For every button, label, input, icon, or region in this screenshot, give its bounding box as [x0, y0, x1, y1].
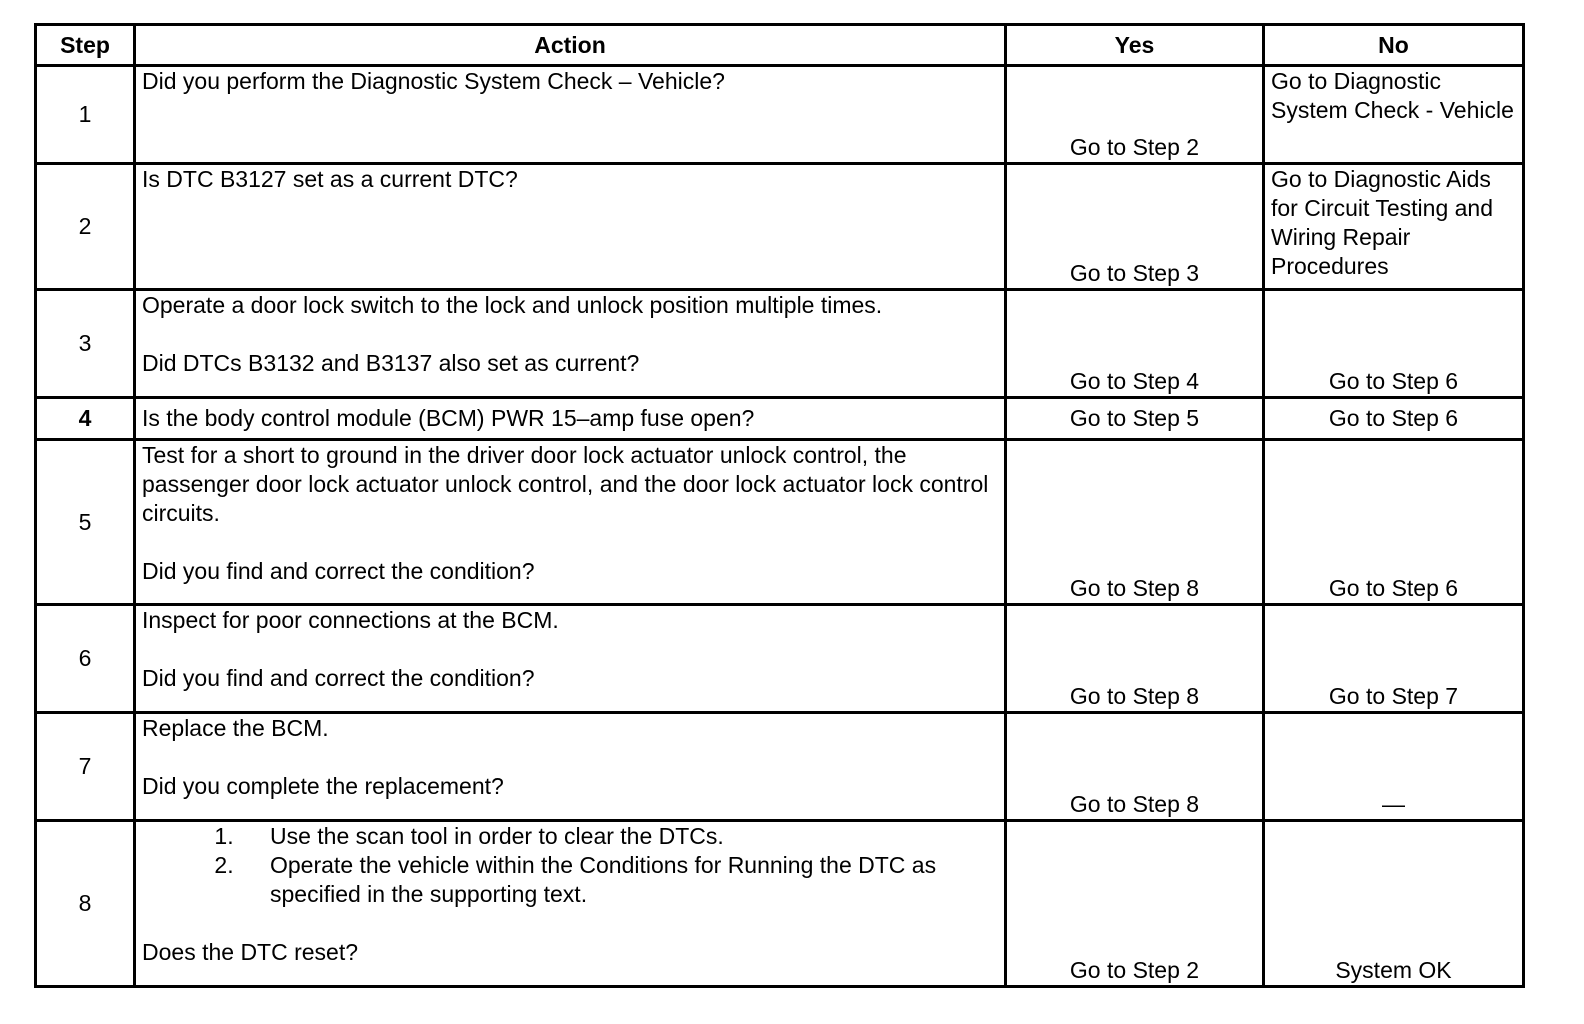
- no-result: —: [1264, 713, 1524, 821]
- header-no: No: [1264, 25, 1524, 66]
- action-question: Did you find and correct the condition?: [142, 665, 535, 691]
- no-result: Go to Diagnostic Aids for Circuit Testing and Wiring Repair Procedures: [1264, 164, 1524, 290]
- yes-result: Go to Step 2: [1006, 66, 1264, 164]
- action-text: Test for a short to ground in the driver door lock actuator unlock control, the passenger door lock actuator unlock control, and the door lock actuator lock control circuits.: [142, 442, 989, 526]
- step-number: 7: [36, 713, 135, 821]
- spacer: [142, 909, 998, 938]
- yes-result: Go to Step 2: [1006, 821, 1264, 987]
- no-result: System OK: [1264, 821, 1524, 987]
- no-result: Go to Step 6: [1264, 398, 1524, 440]
- table-row: [36, 440, 1524, 605]
- spacer: [142, 320, 998, 349]
- action-text: Is DTC B3127 set as a current DTC?: [135, 164, 1006, 290]
- spacer: [142, 528, 998, 557]
- no-result: Go to Step 7: [1264, 605, 1524, 713]
- substep-item: 1. Use the scan tool in order to clear the DTCs.: [240, 822, 998, 851]
- action-text: Replace the BCM.: [142, 715, 329, 741]
- yes-result: Go to Step 3: [1006, 164, 1264, 290]
- yes-result: Go to Step 5: [1006, 398, 1264, 440]
- action-cell: [135, 605, 1006, 713]
- substep-list: [142, 822, 998, 909]
- action-text: Did you perform the Diagnostic System Check – Vehicle?: [135, 66, 1006, 164]
- step-number: 2: [36, 164, 135, 290]
- table-row: [36, 66, 1524, 164]
- step-number: 1: [36, 66, 135, 164]
- action-text: Is the body control module (BCM) PWR 15–amp fuse open?: [135, 398, 1006, 440]
- header-yes: Yes: [1006, 25, 1264, 66]
- action-question: Did you complete the replacement?: [142, 773, 504, 799]
- step-number: 3: [36, 290, 135, 398]
- table-row: [36, 398, 1524, 440]
- action-cell: [135, 821, 1006, 987]
- step-number: 8: [36, 821, 135, 987]
- no-result: Go to Diagnostic System Check - Vehicle: [1264, 66, 1524, 164]
- header-row: [36, 25, 1524, 66]
- spacer: [142, 635, 998, 664]
- table-row: [36, 713, 1524, 821]
- table-row: [36, 605, 1524, 713]
- header-step: Step: [36, 25, 135, 66]
- action-cell: [135, 290, 1006, 398]
- step-number: 6: [36, 605, 135, 713]
- yes-result: Go to Step 8: [1006, 713, 1264, 821]
- no-result: Go to Step 6: [1264, 290, 1524, 398]
- spacer: [142, 743, 998, 772]
- table-row: [36, 164, 1524, 290]
- action-cell: [135, 440, 1006, 605]
- no-result: Go to Step 6: [1264, 440, 1524, 605]
- action-cell: [135, 713, 1006, 821]
- yes-result: Go to Step 8: [1006, 605, 1264, 713]
- substep-item: 2. Operate the vehicle within the Conditions for Running the DTC as specified in the supporting text.: [240, 851, 998, 909]
- yes-result: Go to Step 4: [1006, 290, 1264, 398]
- yes-result: Go to Step 8: [1006, 440, 1264, 605]
- action-text: Operate a door lock switch to the lock and unlock position multiple times.: [142, 292, 883, 318]
- step-number: 4: [36, 398, 135, 440]
- action-question: Did DTCs B3132 and B3137 also set as current?: [142, 350, 640, 376]
- action-question: Did you find and correct the condition?: [142, 558, 535, 584]
- action-question: Does the DTC reset?: [142, 939, 359, 965]
- diagnostic-table: [34, 23, 1525, 988]
- step-number: 5: [36, 440, 135, 605]
- header-action: Action: [135, 25, 1006, 66]
- table-row: [36, 290, 1524, 398]
- table-row: [36, 821, 1524, 987]
- action-text: Inspect for poor connections at the BCM.: [142, 607, 559, 633]
